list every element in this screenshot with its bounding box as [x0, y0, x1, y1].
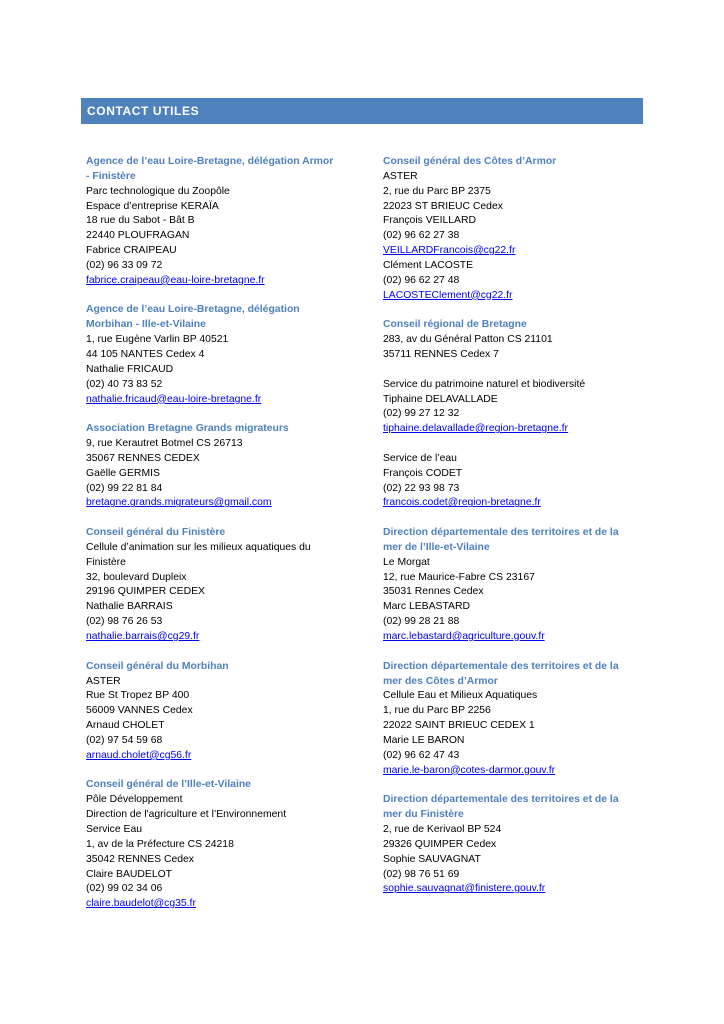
contact-detail: (02) 99 22 81 84 — [86, 482, 163, 494]
organization-title: - Finistère — [86, 170, 136, 182]
spacer — [383, 363, 641, 378]
contact-detail: ASTER — [86, 675, 121, 687]
contact-detail: (02) 98 76 51 69 — [383, 868, 460, 880]
contact-detail: Marc LEBASTARD — [383, 601, 470, 613]
contacts-right-column — [383, 155, 641, 912]
contact-detail: Espace d’entreprise KERAÏA — [86, 200, 219, 212]
contact-detail: 2, rue de Kerivaol BP 524 — [383, 823, 502, 835]
organization-title: mer de l’Ille-et-Vilaine — [383, 541, 490, 553]
section-title: CONTACT UTILES — [87, 104, 200, 118]
contact-detail: Cellule Eau et Milieux Aquatiques — [383, 690, 538, 702]
contact-detail: (02) 96 33 09 72 — [86, 259, 163, 271]
organization-title: mer des Côtes d’Armor — [383, 675, 498, 687]
contact-detail: 35042 RENNES Cedex — [86, 853, 195, 865]
organization-title: Agence de l’eau Loire-Bretagne, délégation Armor — [86, 156, 334, 167]
contact-entry — [383, 526, 641, 645]
email-link[interactable]: sophie.sauvagnat@finistere.gouv.fr — [383, 883, 546, 895]
contact-detail: Rue St Tropez BP 400 — [86, 690, 190, 702]
spacer — [383, 437, 641, 452]
organization-title: mer du Finistère — [383, 809, 464, 821]
contact-detail: 18 rue du Sabot - Bât B — [86, 215, 195, 227]
contact-detail: ASTER — [383, 170, 418, 182]
contact-detail: Le Morgat — [383, 556, 430, 568]
contact-entry — [86, 422, 348, 511]
contact-detail: 283, av du Général Patton CS 21101 — [383, 334, 553, 346]
organization-title: Conseil général du Morbihan — [86, 660, 229, 672]
contact-detail: Service Eau — [86, 823, 143, 835]
contact-detail: 12, rue Maurice-Fabre CS 23167 — [383, 571, 535, 583]
contact-detail: 29326 QUIMPER Cedex — [383, 838, 497, 850]
contact-detail: 35711 RENNES Cedex 7 — [383, 348, 499, 360]
contact-entry — [86, 526, 348, 645]
contact-detail: Finistère — [86, 556, 126, 568]
email-link[interactable]: LACOSTEClement@cg22.fr — [383, 289, 513, 301]
contact-detail: Fabrice CRAIPEAU — [86, 245, 177, 257]
contact-detail: 22440 PLOUFRAGAN — [86, 230, 190, 242]
contact-detail: 1, rue du Parc BP 2256 — [383, 705, 491, 717]
email-link[interactable]: claire.baudelot@cg35.fr — [86, 898, 196, 910]
contact-detail: François VEILLARD — [383, 215, 476, 227]
contact-detail: (02) 99 02 34 06 — [86, 883, 163, 895]
organization-title: Direction départementale des territoires et de la — [383, 527, 619, 539]
contact-detail: Service de l’eau — [383, 452, 457, 464]
organization-title: Association Bretagne Grands migrateurs — [86, 423, 289, 435]
contact-entry — [86, 303, 348, 407]
contact-detail: 29196 QUIMPER CEDEX — [86, 586, 205, 598]
contact-detail: (02) 98 76 26 53 — [86, 616, 163, 628]
contact-detail: Arnaud CHOLET — [86, 720, 165, 732]
contact-entry — [383, 793, 641, 897]
contact-detail: 1, av de la Préfecture CS 24218 — [86, 838, 234, 850]
contact-entry — [86, 778, 348, 912]
email-link[interactable]: tiphaine.delavallade@region-bretagne.fr — [383, 423, 569, 435]
contact-detail: Nathalie BARRAIS — [86, 601, 173, 613]
contact-detail: Clément LACOSTE — [383, 259, 474, 271]
email-link[interactable]: francois.codet@region-bretagne.fr — [383, 497, 541, 509]
contact-detail: Nathalie FRICAUD — [86, 363, 174, 375]
organization-title: Direction départementale des territoires et de la — [383, 794, 619, 806]
contact-detail: (02) 96 62 27 38 — [383, 230, 460, 242]
contact-detail: 35067 RENNES CEDEX — [86, 452, 200, 464]
contact-detail: Gaëlle GERMIS — [86, 467, 160, 479]
contact-detail: Claire BAUDELOT — [86, 868, 173, 880]
contact-detail: 56009 VANNES Cedex — [86, 705, 193, 717]
contact-detail: 44 105 NANTES Cedex 4 — [86, 348, 205, 360]
email-link[interactable]: bretagne.grands.migrateurs@gmail.com — [86, 497, 272, 509]
contact-entry — [383, 660, 641, 779]
contact-detail: 22023 ST BRIEUC Cedex — [383, 200, 503, 212]
contact-detail: (02) 96 62 47 43 — [383, 749, 460, 761]
contact-detail: Service du patrimoine naturel et biodiversité — [383, 378, 586, 390]
contact-detail: 9, rue Kerautret Botmel CS 26713 — [86, 438, 243, 450]
contact-detail: 22022 SAINT BRIEUC CEDEX 1 — [383, 720, 535, 732]
contact-detail: François CODET — [383, 467, 463, 479]
contact-detail: Cellule d’animation sur les milieux aquatiques du — [86, 541, 311, 553]
organization-title: Direction départementale des territoires et de la — [383, 660, 619, 672]
contact-detail: Parc technologique du Zoopôle — [86, 185, 230, 197]
contact-detail: (02) 96 62 27 48 — [383, 274, 460, 286]
contact-detail: (02) 99 28 21 88 — [383, 616, 460, 628]
contact-detail: Marie LE BARON — [383, 734, 465, 746]
organization-title: Morbihan - Ille-et-Vilaine — [86, 319, 206, 331]
email-link[interactable]: nathalie.barrais@cg29.fr — [86, 631, 200, 642]
contacts-left-column — [86, 155, 348, 927]
contact-detail: Sophie SAUVAGNAT — [383, 853, 481, 865]
email-link[interactable]: nathalie.fricaud@eau-loire-bretagne.fr — [86, 393, 262, 405]
email-link[interactable]: fabrice.craipeau@eau-loire-bretagne.fr — [86, 274, 265, 286]
contact-detail: (02) 99 27 12 32 — [383, 408, 460, 420]
email-link[interactable]: VEILLARDFrancois@cg22.fr — [383, 245, 516, 257]
email-link[interactable]: marie.le-baron@cotes-darmor.gouv.fr — [383, 764, 556, 776]
email-link[interactable]: arnaud.cholet@cg56.fr — [86, 749, 192, 761]
organization-title: Conseil général des Côtes d’Armor — [383, 156, 557, 167]
section-header — [81, 98, 643, 124]
contact-detail: 2, rue du Parc BP 2375 — [383, 185, 491, 197]
organization-title: Conseil général du Finistère — [86, 527, 226, 539]
contact-detail: 32, boulevard Dupleix — [86, 571, 187, 583]
contact-detail: (02) 22 93 98 73 — [383, 482, 460, 494]
contact-detail: 1, rue Eugène Varlin BP 40521 — [86, 334, 229, 346]
contact-entry — [86, 660, 348, 764]
organization-title: Conseil régional de Bretagne — [383, 319, 527, 331]
contact-entry — [86, 155, 348, 289]
contact-detail: Direction de l'agriculture et l’Environnement — [86, 809, 287, 821]
email-link[interactable]: marc.lebastard@agriculture.gouv.fr — [383, 631, 545, 642]
contact-entry — [383, 318, 641, 511]
contact-detail: Tiphaine DELAVALLADE — [383, 393, 498, 405]
contact-detail: Pôle Développement — [86, 794, 183, 806]
contact-detail: 35031 Rennes Cedex — [383, 586, 484, 598]
organization-title: Agence de l’eau Loire-Bretagne, délégation — [86, 304, 300, 316]
organization-title: Conseil général de l’Ille-et-Vilaine — [86, 779, 251, 791]
contact-detail: (02) 40 73 83 52 — [86, 378, 163, 390]
contact-detail: (02) 97 54 59 68 — [86, 734, 163, 746]
contact-entry — [383, 155, 641, 303]
